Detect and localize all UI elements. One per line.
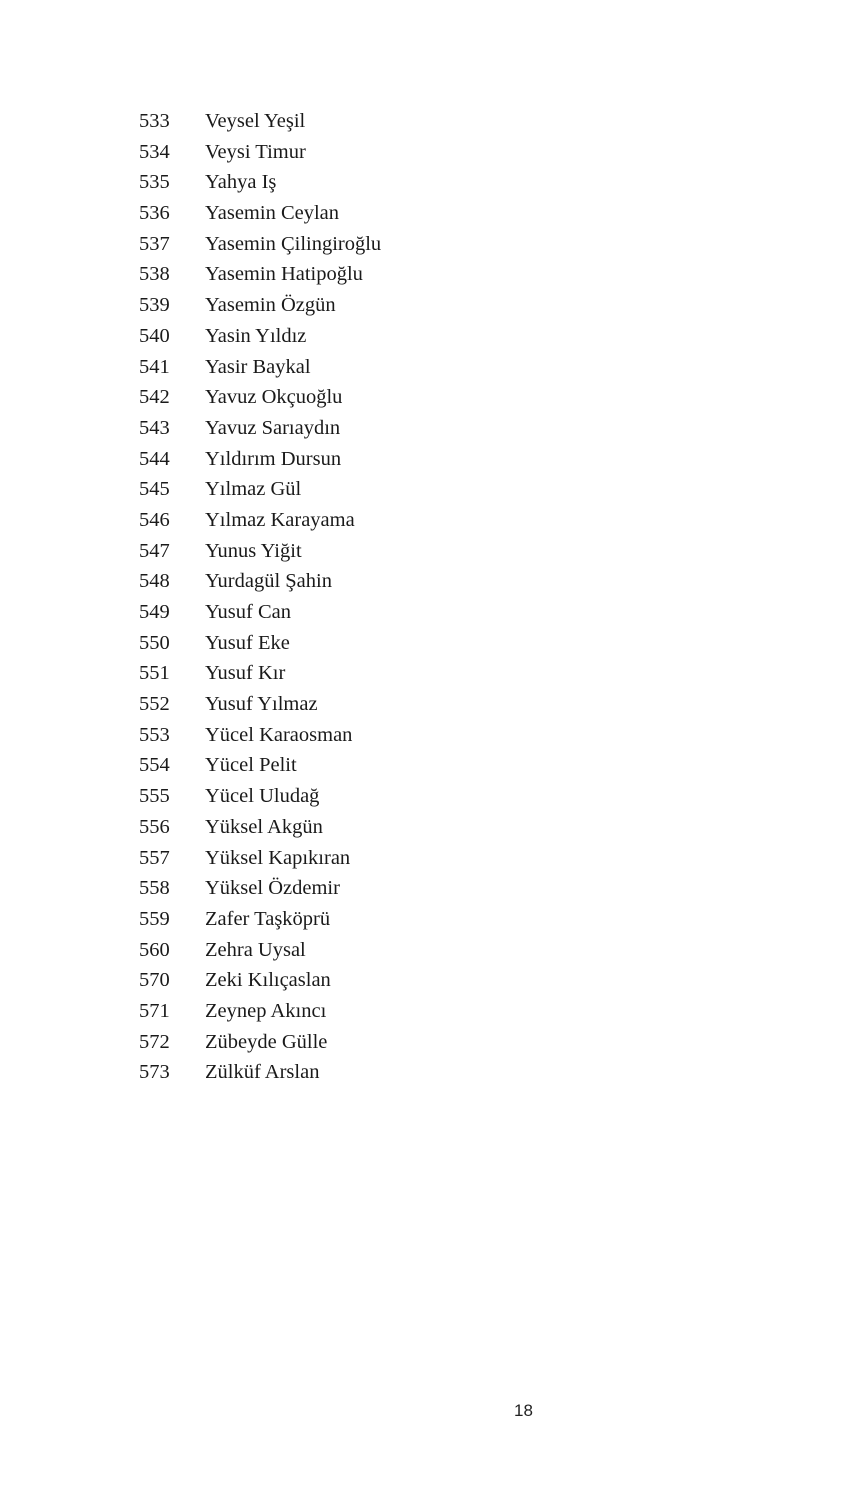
entry-number: 544 xyxy=(139,447,170,470)
entry-name: Yusuf Yılmaz xyxy=(205,693,318,716)
entry-number: 557 xyxy=(139,846,170,869)
entry-name: Yusuf Kır xyxy=(205,662,286,685)
list-item xyxy=(139,137,381,168)
entry-name: Yasir Baykal xyxy=(205,355,311,378)
entry-number: 571 xyxy=(139,999,170,1022)
entry-name: Veysel Yeşil xyxy=(205,110,306,132)
list-item xyxy=(139,474,381,505)
entry-number: 556 xyxy=(139,815,170,838)
entry-number: 573 xyxy=(139,1061,170,1084)
list-item xyxy=(139,689,381,720)
list-item xyxy=(139,321,381,352)
list-item xyxy=(139,382,381,413)
list-item xyxy=(139,720,381,751)
entry-number: 553 xyxy=(139,723,170,746)
name-list xyxy=(139,106,381,1088)
entry-name: Zeki Kılıçaslan xyxy=(205,969,331,992)
entry-name: Yusuf Eke xyxy=(205,631,290,654)
entry-name: Yasemin Özgün xyxy=(205,294,336,317)
list-item xyxy=(139,628,381,659)
list-item xyxy=(139,505,381,536)
entry-number: 552 xyxy=(139,693,170,716)
entry-number: 547 xyxy=(139,539,170,562)
entry-name: Zehra Uysal xyxy=(205,938,306,961)
entry-number: 570 xyxy=(139,969,170,992)
entry-number: 534 xyxy=(139,140,170,163)
page-number: 18 xyxy=(514,1401,533,1420)
entry-name: Yücel Pelit xyxy=(205,754,297,777)
list-item xyxy=(139,198,381,229)
list-item xyxy=(139,873,381,904)
entry-name: Veysi Timur xyxy=(205,140,306,163)
entry-number: 538 xyxy=(139,263,170,286)
list-item xyxy=(139,444,381,475)
list-item xyxy=(139,259,381,290)
entry-number: 560 xyxy=(139,938,170,961)
entry-name: Yasin Yıldız xyxy=(205,324,307,347)
entry-number: 537 xyxy=(139,232,170,255)
entry-number: 546 xyxy=(139,508,170,531)
list-item xyxy=(139,904,381,935)
list-item xyxy=(139,843,381,874)
entry-name: Yahya Iş xyxy=(205,171,277,194)
list-item xyxy=(139,812,381,843)
list-item xyxy=(139,996,381,1027)
list-item xyxy=(139,229,381,260)
entry-number: 555 xyxy=(139,785,170,808)
entry-name: Yılmaz Karayama xyxy=(205,508,355,531)
entry-name: Yılmaz Gül xyxy=(205,478,302,501)
entry-name: Yunus Yiğit xyxy=(205,539,302,562)
list-item xyxy=(139,935,381,966)
list-item xyxy=(139,750,381,781)
entry-name: Zübeyde Gülle xyxy=(205,1030,328,1053)
entry-number: 559 xyxy=(139,907,170,930)
entry-name: Zafer Taşköprü xyxy=(205,907,331,930)
entry-name: Yüksel Kapıkıran xyxy=(205,846,351,869)
entry-number: 540 xyxy=(139,324,170,347)
list-item xyxy=(139,106,381,137)
list-item xyxy=(139,965,381,996)
entry-name: Yüksel Özdemir xyxy=(205,877,340,900)
entry-name: Zeynep Akıncı xyxy=(205,999,327,1022)
entry-number: 550 xyxy=(139,631,170,654)
entry-number: 533 xyxy=(139,110,170,132)
list-item xyxy=(139,1027,381,1058)
entry-number: 536 xyxy=(139,202,170,225)
entry-number: 539 xyxy=(139,294,170,317)
entry-name: Yasemin Hatipoğlu xyxy=(205,263,363,286)
entry-number: 554 xyxy=(139,754,170,777)
list-item xyxy=(139,413,381,444)
entry-number: 545 xyxy=(139,478,170,501)
entry-name: Yasemin Çilingiroğlu xyxy=(205,232,382,255)
entry-number: 572 xyxy=(139,1030,170,1053)
list-item xyxy=(139,536,381,567)
entry-number: 558 xyxy=(139,877,170,900)
entry-name: Yüksel Akgün xyxy=(205,815,323,838)
entry-number: 543 xyxy=(139,416,170,439)
list-item xyxy=(139,658,381,689)
entry-name: Yücel Uludağ xyxy=(205,785,320,808)
entry-name: Yasemin Ceylan xyxy=(205,202,340,225)
entry-number: 548 xyxy=(139,570,170,593)
entry-name: Yavuz Sarıaydın xyxy=(205,416,341,439)
entry-name: Zülküf Arslan xyxy=(205,1061,320,1084)
entry-name: Yavuz Okçuoğlu xyxy=(205,386,343,409)
list-item xyxy=(139,290,381,321)
entry-number: 535 xyxy=(139,171,170,194)
entry-number: 549 xyxy=(139,601,170,623)
entry-number: 551 xyxy=(139,662,170,685)
list-item xyxy=(139,352,381,383)
entry-name: Yücel Karaosman xyxy=(205,723,353,746)
list-item xyxy=(139,781,381,812)
entry-name: Yıldırım Dursun xyxy=(205,447,342,470)
list-item xyxy=(139,566,381,597)
entry-name: Yurdagül Şahin xyxy=(205,570,332,593)
entry-name: Yusuf Can xyxy=(205,601,291,623)
entry-number: 542 xyxy=(139,386,170,409)
entry-number: 541 xyxy=(139,355,170,378)
list-item xyxy=(139,167,381,198)
list-item xyxy=(139,1057,381,1088)
list-item xyxy=(139,597,381,628)
